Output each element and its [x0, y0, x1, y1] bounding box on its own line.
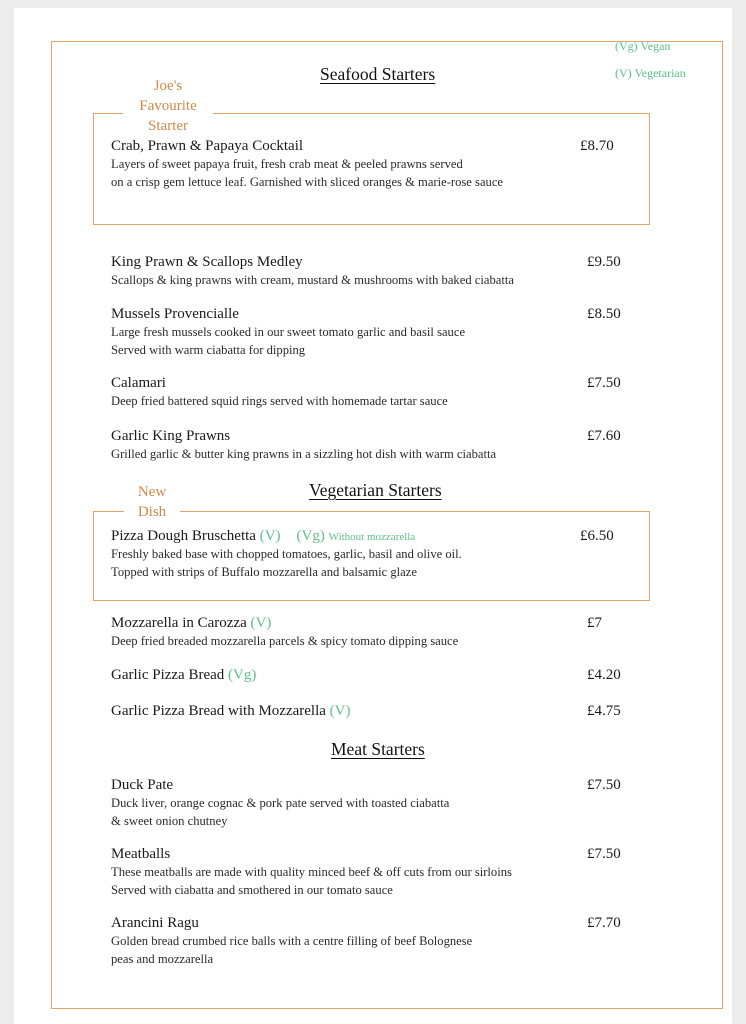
section-title-vegetarian: Vegetarian Starters — [309, 480, 442, 500]
legend-vegetarian: (V) Vegetarian — [615, 66, 686, 80]
item-desc: Deep fried breaded mozzarella parcels & spicy tomato dipping sauce — [111, 634, 459, 648]
item-price: £9.50 — [587, 254, 621, 270]
item-name: Duck Pate — [111, 777, 174, 793]
item-name: Garlic King Prawns — [111, 428, 231, 444]
item-name: Mozzarella in Carozza (V) — [111, 615, 272, 631]
section-title-meat: Meat Starters — [331, 739, 425, 759]
item-price: £7.70 — [587, 915, 621, 931]
item-desc: Grilled garlic & butter king prawns in a sizzling hot dish with warm ciabatta — [111, 447, 497, 461]
item-name: King Prawn & Scallops Medley — [111, 254, 303, 270]
item-price: £7.50 — [587, 846, 621, 862]
item-name: Crab, Prawn & Papaya Cocktail — [111, 138, 304, 154]
item-price: £4.75 — [587, 703, 621, 719]
item-price: £7.50 — [587, 777, 621, 793]
item-name: Meatballs — [111, 846, 171, 862]
badge-line: New — [137, 484, 167, 500]
item-desc: Freshly baked base with chopped tomatoes, garlic, basil and olive oil. Topped with strips of Buffalo mozzarella and balsamic glaze — [111, 547, 462, 579]
new-dish-badge — [124, 482, 180, 522]
item-price: £7.60 — [587, 428, 621, 444]
vegetarian-tag: (V) — [259, 528, 281, 544]
item-price: £6.50 — [580, 528, 614, 544]
item-desc: These meatballs are made with quality minced beef & off cuts from our sirloins Served with ciabatta and smothered in our tomato sauce — [111, 865, 512, 897]
vegetarian-tag: (V) — [329, 703, 351, 719]
item-name: Pizza Dough Bruschetta (V) (Vg) Without mozzarella — [111, 528, 416, 544]
item-price: £8.50 — [587, 306, 621, 322]
badge-line: Starter — [148, 118, 188, 134]
item-name: Garlic Pizza Bread (Vg) — [111, 667, 257, 683]
item-desc: Scallops & king prawns with cream, mustard & mushrooms with baked ciabatta — [111, 273, 514, 287]
vegan-note: Without mozzarella — [328, 531, 416, 543]
item-desc: Deep fried battered squid rings served with homemade tartar sauce — [111, 394, 448, 408]
item-desc: Golden bread crumbed rice balls with a centre filling of beef Bolognese peas and mozzarella — [111, 934, 473, 966]
section-title-seafood: Seafood Starters — [320, 64, 436, 84]
item-price: £7.50 — [587, 375, 621, 391]
item-name: Garlic Pizza Bread with Mozzarella (V) — [111, 703, 351, 719]
item-price: £7 — [587, 615, 602, 631]
legend-vegan: (Vg) Vegan — [615, 39, 671, 53]
item-desc: Large fresh mussels cooked in our sweet tomato garlic and basil sauce Served with warm ciabatta for dipping — [111, 325, 466, 357]
item-desc: Layers of sweet papaya fruit, fresh crab meat & peeled prawns served on a crisp gem lettuce leaf. Garnished with sliced oranges & marie-rose sauce — [111, 157, 504, 189]
vegan-tag: (Vg) — [228, 667, 257, 683]
item-desc: Duck liver, orange cognac & pork pate served with toasted ciabatta & sweet onion chutney — [111, 796, 450, 828]
badge-line: Favourite — [139, 98, 197, 114]
favourite-badge — [123, 76, 213, 136]
item-name: Calamari — [111, 375, 166, 391]
item-price: £4.20 — [587, 667, 621, 683]
item-name: Mussels Provencialle — [111, 306, 239, 322]
item-price: £8.70 — [580, 138, 614, 154]
vegetarian-tag: (V) — [250, 615, 272, 631]
badge-line: Dish — [137, 504, 167, 520]
badge-line: Joe's — [153, 78, 183, 94]
vegan-tag: (Vg) — [296, 528, 325, 544]
item-name: Arancini Ragu — [111, 915, 199, 931]
